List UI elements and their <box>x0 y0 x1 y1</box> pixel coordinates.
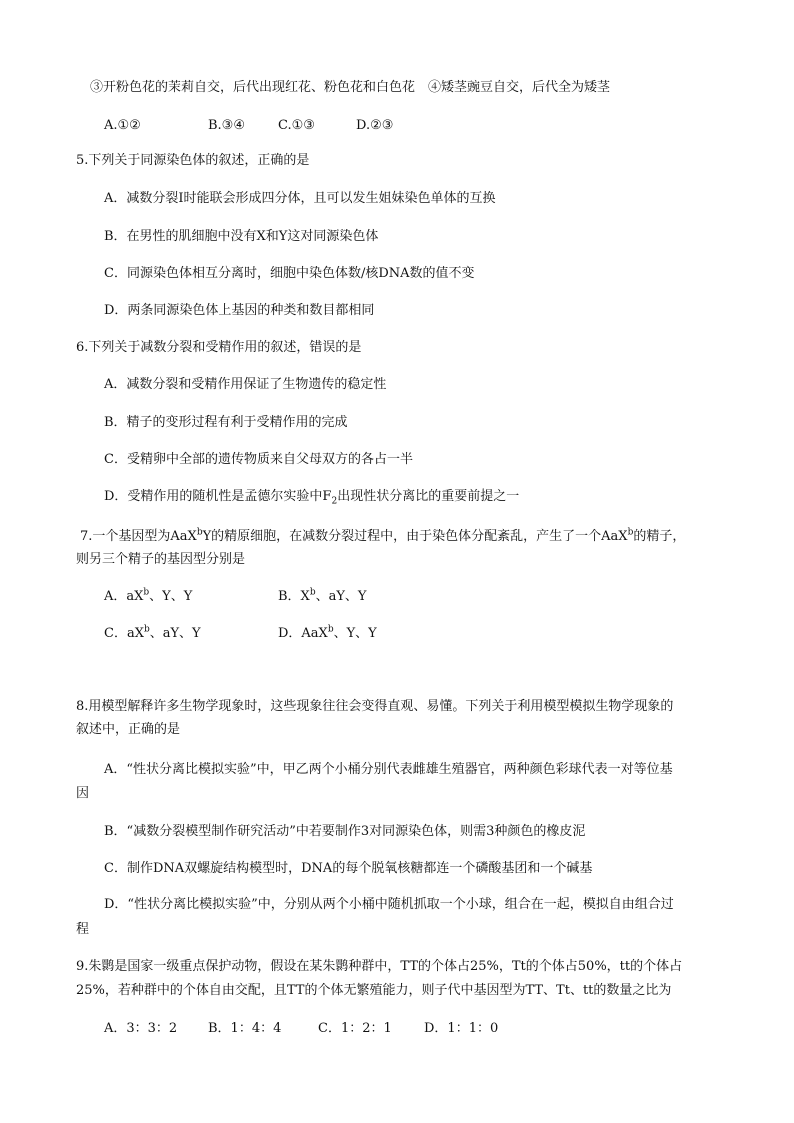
q9-option-c[interactable]: C．1：2：1 <box>318 1021 392 1036</box>
q9-option-b[interactable]: B．1：4：4 <box>208 1021 282 1036</box>
q6-option-b[interactable]: B．精子的变形过程有利于受精作用的完成 <box>104 415 348 430</box>
q7-option-a-sup: b <box>143 587 150 598</box>
q6-stem: 6.下列关于减数分裂和受精作用的叙述，错误的是 <box>76 340 362 355</box>
q5-stem: 5.下列关于同源染色体的叙述，正确的是 <box>76 153 310 168</box>
q7-option-a-pre: A．aX <box>104 589 144 604</box>
q7-option-c-post: 、aY、Y <box>149 626 201 641</box>
q7-option-d-pre: D．AaX <box>278 626 328 641</box>
q8-option-a-line2: 因 <box>76 786 90 801</box>
q7-stem-line2: 则另三个精子的基因型分别是 <box>76 552 246 567</box>
q7-option-a-post: 、Y、Y <box>149 589 193 604</box>
q7-stem-b: Y的精原细胞，在减数分裂过程中，由于染色体分配紊乱，产生了一个AaX <box>202 529 628 544</box>
q8-option-d-line2: 程 <box>76 922 90 937</box>
q8-option-b[interactable]: B．“减数分裂模型制作研究活动”中若要制作3对同源染色体，则需3种颜色的橡皮泥 <box>104 824 586 839</box>
q9-option-d[interactable]: D．1：1：0 <box>424 1021 499 1036</box>
q5-option-d[interactable]: D．两条同源染色体上基因的种类和数目都相同 <box>104 303 375 318</box>
q7-option-a[interactable] <box>104 587 192 607</box>
q4-option-a[interactable]: A.①② <box>104 118 141 133</box>
q7-option-b[interactable] <box>278 587 367 607</box>
q6-option-d-sub: 2 <box>331 496 338 507</box>
q6-option-d[interactable] <box>104 487 519 507</box>
q4-option-d[interactable]: D.②③ <box>356 118 394 133</box>
q7-stem-sup2: b <box>627 527 634 538</box>
q7-option-d-sup: b <box>327 624 334 635</box>
q7-option-b-sup: b <box>309 587 316 598</box>
q7-option-b-pre: B．X <box>278 589 310 604</box>
q6-option-a[interactable]: A．减数分裂和受精作用保证了生物遗传的稳定性 <box>104 377 387 392</box>
q6-option-d-post: 出现性状分离比的重要前提之一 <box>337 489 520 504</box>
q6-option-d-pre: D．受精作用的随机性是孟德尔实验中F <box>104 489 332 504</box>
q9-stem-line1: 9.朱鹮是国家一级重点保护动物，假设在某朱鹮种群中，TT的个体占25%，Tt的个体占50%，tt的个体占 <box>76 959 683 974</box>
q5-option-c[interactable]: C．同源染色体相互分离时，细胞中染色体数/核DNA数的值不变 <box>104 266 475 281</box>
q5-option-a[interactable]: A．减数分裂Ⅰ时能联会形成四分体，且可以发生姐妹染色单体的互换 <box>104 191 496 206</box>
q8-stem-line2: 叙述中，正确的是 <box>76 722 181 737</box>
q7-option-c-pre: C．aX <box>104 626 144 641</box>
q5-option-b[interactable]: B．在男性的肌细胞中没有X和Y这对同源染色体 <box>104 229 379 244</box>
q9-stem-line2: 25%，若种群中的个体自由交配，且TT的个体无繁殖能力，则子代中基因型为TT、Tt、tt的数量之比为 <box>76 983 672 998</box>
q4-option-b[interactable]: B.③④ <box>208 118 245 133</box>
q7-stem-c: 的精子， <box>633 529 686 544</box>
q7-stem-line1 <box>80 527 685 547</box>
q8-option-a-line1[interactable]: A．“性状分离比模拟实验”中，甲乙两个小桶分别代表雌雄生殖器官，两种颜色彩球代表一对等位基 <box>104 762 673 777</box>
q6-option-c[interactable]: C．受精卵中全部的遗传物质来自父母双方的各占一半 <box>104 452 413 467</box>
q7-option-c[interactable] <box>104 624 201 644</box>
q4-stem-line: ③开粉色花的茉莉自交，后代出现红花、粉色花和白色花 ④矮茎豌豆自交，后代全为矮茎 <box>90 80 611 95</box>
q7-option-d[interactable] <box>278 624 377 644</box>
q8-option-c[interactable]: C．制作DNA双螺旋结构模型时，DNA的每个脱氧核糖都连一个磷酸基团和一个碱基 <box>104 861 593 876</box>
q9-option-a[interactable]: A．3：3：2 <box>104 1021 178 1036</box>
q8-option-d-line1[interactable]: D．“性状分离比模拟实验”中，分别从两个小桶中随机抓取一个小球，组合在一起，模拟自由组合过 <box>104 897 674 912</box>
q4-option-c[interactable]: C.①③ <box>278 118 315 133</box>
q7-stem-sup1: b <box>196 527 203 538</box>
q7-option-b-post: 、aY、Y <box>315 589 367 604</box>
q7-option-d-post: 、Y、Y <box>333 626 377 641</box>
q8-stem-line1: 8.用模型解释许多生物学现象时，这些现象往往会变得直观、易懂。下列关于利用模型模拟生物学现象的 <box>76 699 674 714</box>
q7-stem-a: 7.一个基因型为AaX <box>80 529 197 544</box>
q7-option-c-sup: b <box>143 624 150 635</box>
